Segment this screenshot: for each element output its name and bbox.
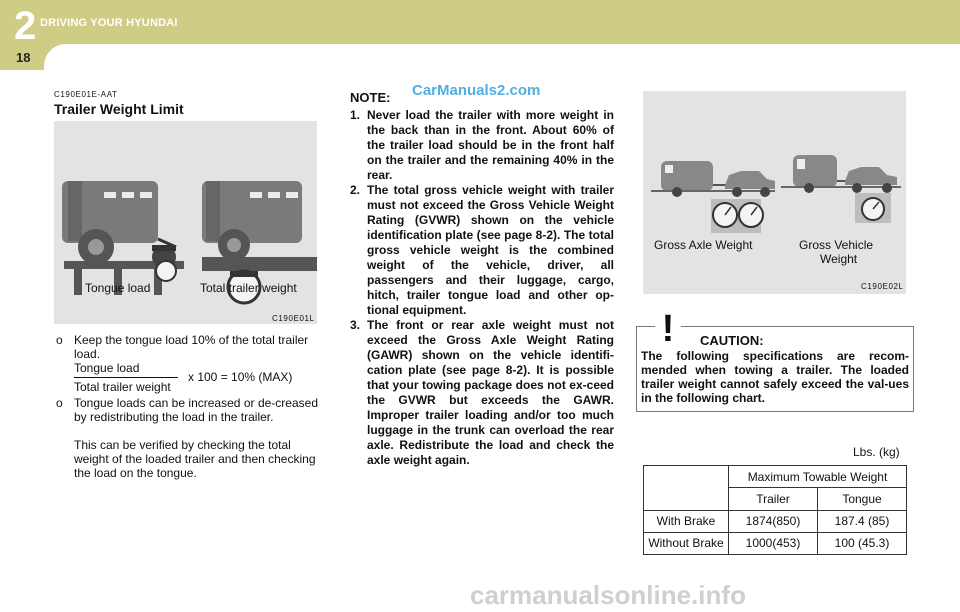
caption-gross-axle-weight: Gross Axle Weight xyxy=(654,238,753,252)
note-item-number: 1. xyxy=(350,108,361,122)
note-list xyxy=(350,108,614,468)
caption-total-trailer-weight: Total trailer weight xyxy=(200,281,297,295)
section-title: Trailer Weight Limit xyxy=(54,101,184,117)
fraction-denominator: Total trailer weight xyxy=(74,380,171,394)
note-item-number: 3. xyxy=(350,318,361,332)
watermark-bottom: carmanualsonline.info xyxy=(470,580,746,610)
table-row-label: With Brake xyxy=(644,510,729,532)
caution-text: The following specifications are recom-mended when towing a trailer. The loaded trailer weight cannot safely exceed the val-ues in the following chart. xyxy=(641,349,909,405)
fraction-bar xyxy=(74,377,178,378)
verify-text: This can be verified by checking the total weight of the loaded trailer and then checking the load on the tongue. xyxy=(74,438,316,480)
figure-axle-weight xyxy=(643,91,906,294)
note-item xyxy=(350,318,614,468)
table-col-header: Tongue xyxy=(818,488,907,510)
note-item xyxy=(350,183,614,318)
note-item xyxy=(350,108,614,183)
figure-code: C190E01L xyxy=(272,314,315,323)
note-item-text: The front or rear axle weight must not exceed the Gross Axle Weight Rating (GAWR) shown on the vehicle identifi-cation plate (see page 8-2). It is possible that your towing package does not ex-ceed the GVWR but exceeds the GAWR. Improper trailer loading and/or too much luggage in the trunk can overload the rear axle. Redistribute the load and check the axle weight again. xyxy=(367,318,614,467)
chapter-title: DRIVING YOUR HYUNDAI xyxy=(40,17,178,29)
axle-weight-illustration xyxy=(643,91,906,294)
watermark-top: CarManuals2.com xyxy=(412,82,541,99)
caption-tongue-load: Tongue load xyxy=(85,281,151,295)
fraction-result: x 100 = 10% (MAX) xyxy=(188,370,293,384)
table-row xyxy=(644,510,907,532)
bullet-text: Keep the tongue load 10% of the total trailer load. xyxy=(74,333,309,361)
bullet-marker: o xyxy=(56,333,63,347)
caption-gross-vehicle-line1: Gross Vehicle xyxy=(799,238,874,252)
header-curve xyxy=(44,44,960,70)
table-cell: 187.4 (85) xyxy=(818,510,907,532)
table-cell: 1000(453) xyxy=(729,532,818,554)
towable-weight-table xyxy=(643,465,907,555)
table-cell: 1874(850) xyxy=(729,510,818,532)
note-item-text: The total gross vehicle weight with trailer must not exceed the Gross Vehicle Weight Rating (GVWR) shown on the vehicle identification plate (see page 8-2). The total gross vehicle weight is the combined weight of the vehicle, driver, all passengers and their luggage, cargo, hitch, trailer tongue load and other op-tional equipment. xyxy=(367,183,614,317)
fraction-numerator: Tongue load xyxy=(74,361,140,375)
bullet-text: Tongue loads can be increased or de-creased by redistributing the load in the trailer. xyxy=(74,396,318,424)
figure-code: C190E02L xyxy=(861,282,904,291)
page-number: 18 xyxy=(16,50,31,65)
table-corner-cell xyxy=(644,466,729,511)
table-row-label: Without Brake xyxy=(644,532,729,554)
note-item-number: 2. xyxy=(350,183,361,197)
note-item-text: Never load the trailer with more weight in the back than in the front. About 60% of the trailer load should be in the front half on the trailer and the remaining 40% in the rear. xyxy=(367,108,614,182)
caution-heading: CAUTION: xyxy=(700,333,764,348)
table-row xyxy=(644,532,907,554)
caution-symbol: ! xyxy=(661,308,675,349)
bullet-marker: o xyxy=(56,396,63,410)
table-cell: 100 (45.3) xyxy=(818,532,907,554)
table-group-header: Maximum Towable Weight xyxy=(729,466,907,488)
table-units: Lbs. (kg) xyxy=(853,445,900,459)
note-heading: NOTE: xyxy=(350,90,391,105)
section-code: C190E01E-AAT xyxy=(54,90,118,99)
warning-triangle-icon xyxy=(643,301,693,349)
chapter-number: 2 xyxy=(14,4,37,48)
table-col-header: Trailer xyxy=(729,488,818,510)
caption-gross-vehicle-line2: Weight xyxy=(820,252,858,266)
